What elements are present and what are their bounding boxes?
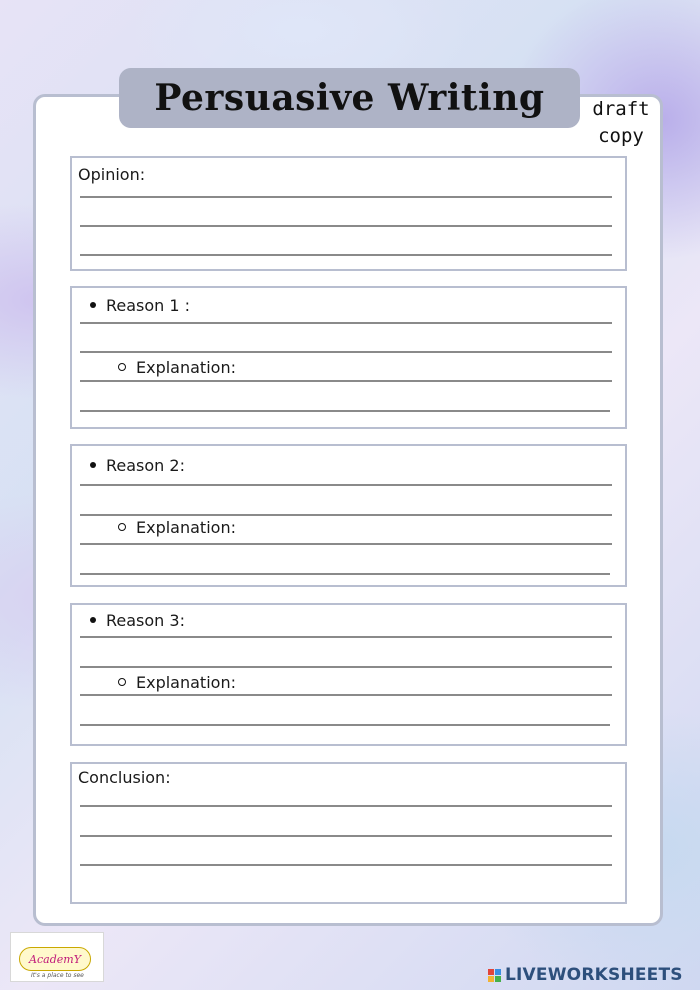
reason1-line-4[interactable] bbox=[80, 410, 610, 412]
reason3-line-1[interactable] bbox=[80, 636, 612, 638]
reason3-explanation-label: Explanation: bbox=[118, 673, 236, 692]
conclusion-line-2[interactable] bbox=[80, 835, 612, 837]
logo-badge: AcademY bbox=[19, 947, 91, 971]
reason1-line-2[interactable] bbox=[80, 351, 612, 353]
logo-tagline: It's a place to see bbox=[31, 972, 84, 979]
copy-word: copy bbox=[598, 125, 644, 147]
reason1-line-3[interactable] bbox=[80, 380, 612, 382]
liveworksheets-icon bbox=[488, 969, 501, 982]
draft-copy-label bbox=[586, 96, 656, 150]
reason2-label: Reason 2: bbox=[90, 456, 185, 475]
opinion-label: Opinion: bbox=[78, 165, 146, 184]
page-title: Persuasive Writing bbox=[154, 77, 545, 119]
reason3-line-3[interactable] bbox=[80, 694, 612, 696]
reason2-line-3[interactable] bbox=[80, 543, 612, 545]
reason3-line-4[interactable] bbox=[80, 724, 610, 726]
reason2-line-4[interactable] bbox=[80, 573, 610, 575]
opinion-line-1[interactable] bbox=[80, 196, 612, 198]
reason1-label: Reason 1 : bbox=[90, 296, 190, 315]
reason2-line-2[interactable] bbox=[80, 514, 612, 516]
reason2-line-1[interactable] bbox=[80, 484, 612, 486]
brand-text: LIVEWORKSHEETS bbox=[505, 965, 683, 985]
title-banner bbox=[119, 68, 580, 128]
liveworksheets-brand[interactable] bbox=[488, 965, 683, 985]
reason3-line-2[interactable] bbox=[80, 666, 612, 668]
opinion-line-2[interactable] bbox=[80, 225, 612, 227]
conclusion-label: Conclusion: bbox=[78, 768, 171, 787]
reason1-explanation-label: Explanation: bbox=[118, 358, 236, 377]
academy-logo bbox=[10, 932, 104, 982]
conclusion-line-3[interactable] bbox=[80, 864, 612, 866]
draft-word: draft bbox=[592, 98, 650, 120]
reason3-label: Reason 3: bbox=[90, 611, 185, 630]
conclusion-line-1[interactable] bbox=[80, 805, 612, 807]
reason2-explanation-label: Explanation: bbox=[118, 518, 236, 537]
reason1-line-1[interactable] bbox=[80, 322, 612, 324]
opinion-line-3[interactable] bbox=[80, 254, 612, 256]
